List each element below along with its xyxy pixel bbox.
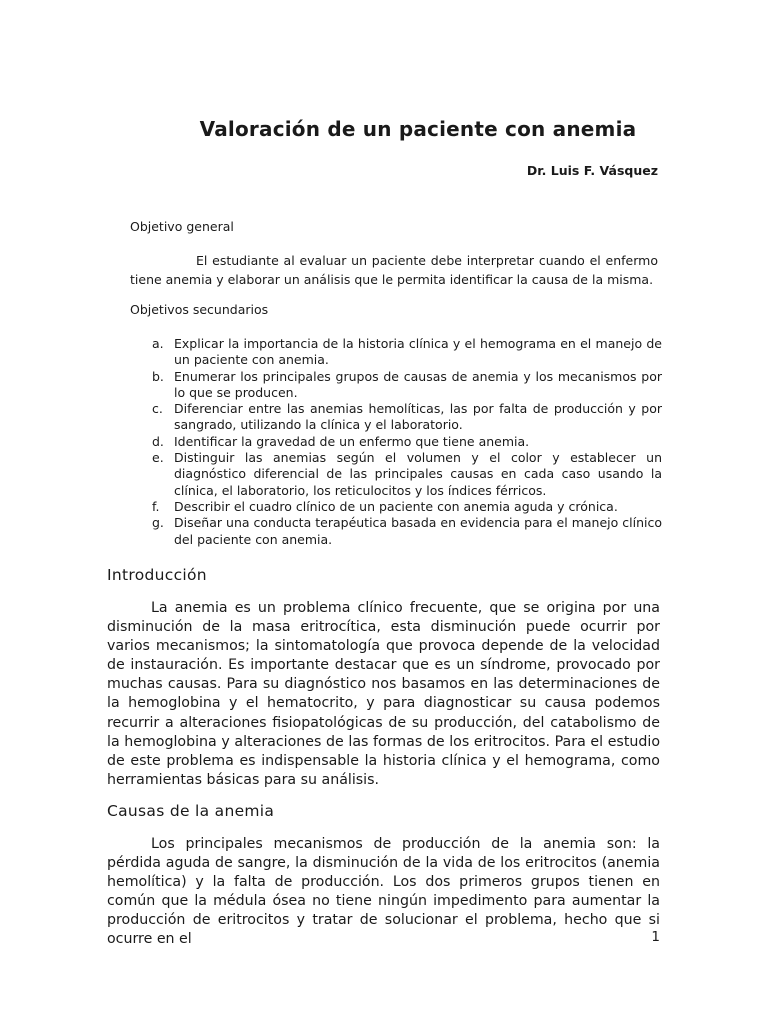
- causes-paragraph: [107, 835, 660, 950]
- list-item: [152, 401, 662, 434]
- list-marker: d.: [152, 433, 164, 449]
- list-item-text: Diseñar una conducta terapéutica basada en evidencia para el manejo clínico del paciente con anemia.: [174, 515, 662, 547]
- secondary-objectives-heading: Objetivos secundarios: [130, 302, 269, 317]
- list-item-text: Enumerar los principales grupos de causas de anemia y los mecanismos por lo que se producen.: [174, 368, 662, 400]
- list-item: [152, 450, 662, 499]
- list-item: [152, 434, 662, 450]
- list-marker: c.: [152, 401, 163, 417]
- intro-text: La anemia es un problema clínico frecuente, que se origina por una disminución de la masa eritrocítica, esta disminución puede ocurrir por varios mecanismos; la sintomatología que provoca depende de la velocidad de instauración. Es importante destacar que es un síndrome, provocado por muchas causas. Para su diagnóstico nos basamos en las determinaciones de la hemoglobina y el hematocrito, y para diagnosticar su causa podemos recurrir a alteraciones fisiopatológicas de su producción, del catabolismo de la hemoglobina y alteraciones de las formas de los eritrocitos. Para el estudio de este problema es indispensable la historia clínica y el hemograma, como herramientas básicas para su análisis.: [107, 600, 660, 788]
- list-marker: b.: [152, 368, 164, 384]
- list-marker: g.: [152, 515, 164, 531]
- general-objective-heading: Objetivo general: [130, 219, 234, 234]
- author-name: Dr. Luis F. Vásquez: [526, 163, 658, 178]
- list-marker: a.: [152, 336, 164, 351]
- document-title: Valoración de un paciente con anemia: [199, 117, 637, 141]
- list-marker: e.: [152, 450, 164, 466]
- list-marker: f.: [152, 498, 160, 514]
- intro-paragraph: [107, 599, 660, 790]
- list-item-text: Distinguir las anemias según el volumen y el color y establecer un diagnóstico diferencial de las principales causas en cada caso usando la clínica, el laboratorio, los reticulocitos y los índices férricos.: [174, 450, 662, 498]
- list-item: [152, 515, 662, 548]
- causes-text: Los principales mecanismos de producción de la anemia son: la pérdida aguda de sangre, la disminución de la vida de los eritrocitos (anemia hemolítica) y la falta de producción. Los dos primeros grupos tienen en común que la médula ósea no tiene ningún impedimento para aumentar la producción de eritrocitos y tratar de solucionar el problema, hecho que si ocurre en el: [107, 836, 660, 948]
- secondary-objectives-list: [152, 336, 662, 548]
- list-item-text: Diferenciar entre las anemias hemolíticas, las por falta de producción y por sangrado, utilizando la clínica y el laboratorio.: [174, 401, 662, 433]
- list-item-text: Identificar la gravedad de un enfermo que tiene anemia.: [174, 433, 530, 449]
- page-number: 1: [651, 929, 660, 945]
- intro-heading: Introducción: [107, 566, 207, 584]
- list-item-text: Describir el cuadro clínico de un paciente con anemia aguda y crónica.: [174, 498, 618, 514]
- list-item: [152, 369, 662, 402]
- causes-heading: Causas de la anemia: [107, 802, 275, 820]
- list-item: [152, 499, 662, 515]
- list-item: [152, 336, 662, 369]
- general-objective-paragraph: [130, 251, 658, 289]
- general-objective-text: El estudiante al evaluar un paciente debe interpretar cuando el enfermo tiene anemia y elaborar un análisis que le permita identificar la causa de la misma.: [130, 253, 658, 287]
- list-item-text: Explicar la importancia de la historia clínica y el hemograma en el manejo de un paciente con anemia.: [174, 336, 662, 368]
